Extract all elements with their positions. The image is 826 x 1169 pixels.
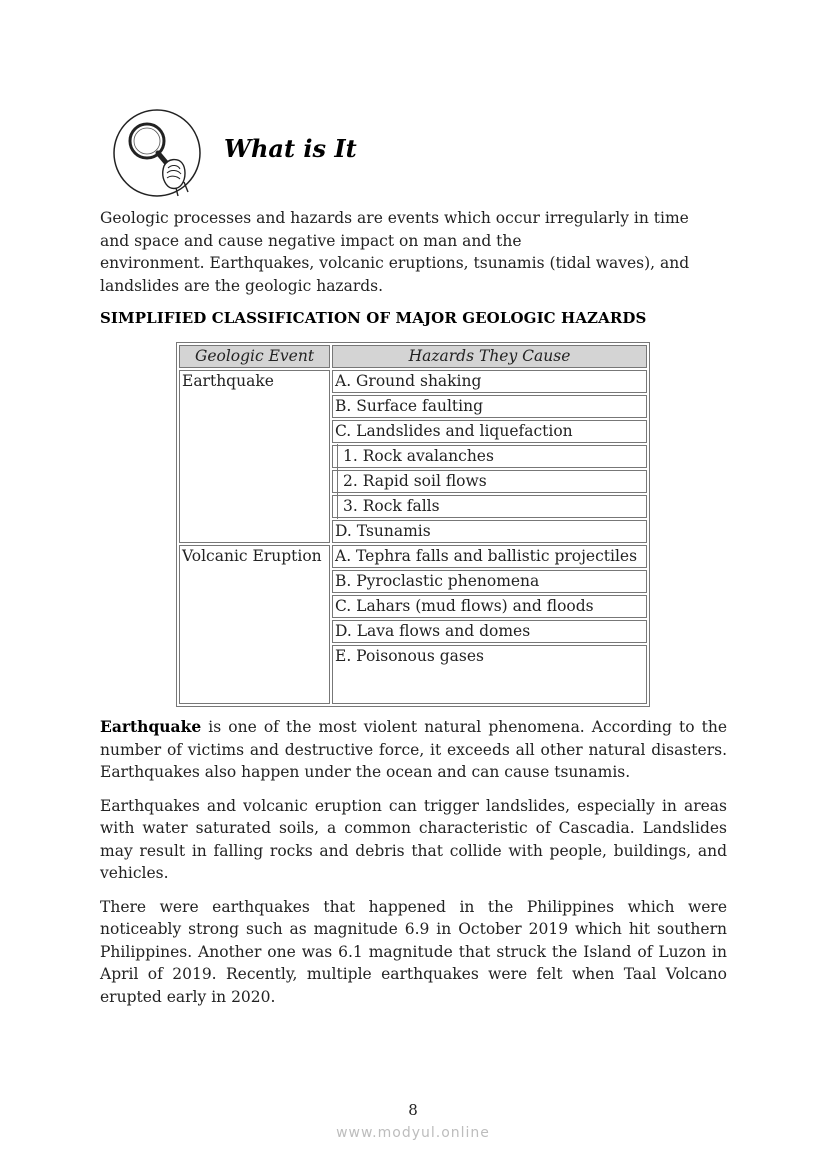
intro-line: Geologic processes and hazards are events which occur irregularly in time	[100, 209, 689, 227]
hazard-cell: B. Pyroclastic phenomena	[332, 570, 647, 593]
hazard-cell: B. Surface faulting	[332, 395, 647, 418]
hazard-cell: A. Tephra falls and ballistic projectiles	[332, 545, 647, 568]
table-header-row	[179, 345, 647, 368]
hazard-subcell: 1. Rock avalanches	[332, 445, 647, 468]
hazard-cell: C. Landslides and liquefaction	[332, 420, 647, 443]
event-cell-volcanic-eruption: Volcanic Eruption	[179, 545, 330, 704]
event-cell-earthquake: Earthquake	[179, 370, 330, 543]
hazard-cell: C. Lahars (mud flows) and floods	[332, 595, 647, 618]
paragraph-landslides: Earthquakes and volcanic eruption can trigger landslides, especially in areas with water saturated soils, a common characteristic of Cascadia. Landslides may result in falling rocks and debris that collide with people, buildings, and vehicles.	[100, 796, 727, 882]
paragraph-philippines: There were earthquakes that happened in the Philippines which were noticeably strong such as magnitude 6.9 in October 2019 which hit southern Philippines. Another one was 6.1 magnitude that struck the Island of Luzon in April of 2019. Recently, multiple earthquakes were felt when Taal Volcano erupted early in 2020.	[100, 897, 727, 1006]
table-row	[179, 370, 647, 393]
table-heading: SIMPLIFIED CLASSIFICATION OF MAJOR GEOLOGIC HAZARDS	[100, 309, 647, 327]
column-header-hazards: Hazards They Cause	[332, 345, 647, 368]
intro-line: and space and cause negative impact on man and the	[100, 231, 522, 250]
hazard-subcell: 3. Rock falls	[332, 495, 647, 518]
hazard-subcell: 2. Rapid soil flows	[332, 470, 647, 493]
paragraph-earthquake	[100, 716, 727, 784]
body-text	[100, 716, 727, 1019]
hazard-cell: D. Tsunamis	[332, 520, 647, 543]
hazard-cell: A. Ground shaking	[332, 370, 647, 393]
paragraph-text: is one of the most violent natural phenomena. According to the number of victims and destructive force, it exceeds all other natural disasters. Earthquakes also happen under the ocean and can cause tsunamis.	[100, 718, 727, 781]
section-title: What is It	[224, 134, 357, 163]
table-row	[179, 545, 647, 568]
hazards-table	[176, 342, 650, 707]
page-number: 8	[408, 1101, 418, 1119]
magnifying-glass-hand-icon	[112, 108, 202, 198]
intro-paragraph	[100, 207, 740, 297]
intro-line: environment. Earthquakes, volcanic eruptions, tsunamis (tidal waves), and	[100, 254, 690, 272]
bold-term: Earthquake	[100, 717, 202, 736]
watermark: www.modyul.online	[336, 1125, 490, 1141]
hazard-cell: D. Lava flows and domes	[332, 620, 647, 643]
intro-line: landslides are the geologic hazards.	[100, 276, 384, 295]
hazard-cell: E. Poisonous gases	[332, 645, 647, 704]
column-header-event: Geologic Event	[179, 345, 330, 368]
